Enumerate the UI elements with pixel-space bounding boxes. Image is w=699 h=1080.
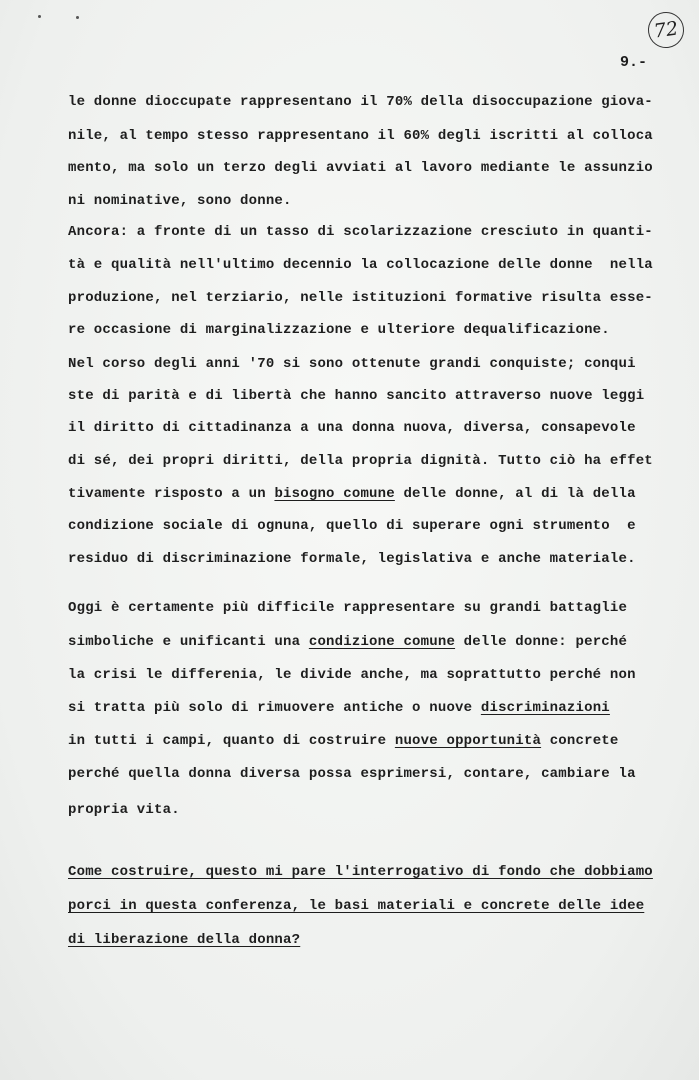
text-line bbox=[68, 864, 653, 880]
folio-stamp: 72 bbox=[646, 10, 687, 51]
text-line: le donne dioccupate rappresentano il 70% della disoccupazione giova- bbox=[68, 94, 653, 110]
text-line: di sé, dei propri diritti, della propria dignità. Tutto ciò ha effet bbox=[68, 453, 653, 469]
text-line: perché quella donna diversa possa esprimersi, contare, cambiare la bbox=[68, 766, 636, 782]
text-line: ni nominative, sono donne. bbox=[68, 193, 292, 209]
text-line: re occasione di marginalizzazione e ulteriore dequalificazione. bbox=[68, 322, 610, 338]
text-line: tà e qualità nell'ultimo decennio la collocazione delle donne nella bbox=[68, 257, 653, 273]
ink-speck bbox=[76, 16, 79, 19]
text-line bbox=[68, 898, 644, 914]
text-line: mento, ma solo un terzo degli avviati al lavoro mediante le assunzio bbox=[68, 160, 653, 176]
text-line: in tutti i campi, quanto di costruire nuove opportunità concrete bbox=[68, 733, 619, 749]
underlined-phrase: Come costruire, questo mi pare l'interrogativo di fondo che dobbiamo bbox=[68, 864, 653, 880]
underlined-phrase: discriminazioni bbox=[480, 700, 610, 716]
text-line: nile, al tempo stesso rappresentano il 60% degli iscritti al colloca bbox=[68, 128, 653, 144]
text-line: ste di parità e di libertà che hanno sancito attraverso nuove leggi bbox=[68, 388, 645, 404]
text-line: tivamente risposto a un bisogno comune delle donne, al di là della bbox=[68, 486, 636, 502]
underlined-phrase: nuove opportunità bbox=[394, 733, 542, 749]
underlined-phrase: condizione comune bbox=[308, 634, 456, 650]
text-line: Ancora: a fronte di un tasso di scolarizzazione cresciuto in quanti- bbox=[68, 224, 653, 240]
text-line bbox=[68, 932, 300, 948]
underlined-phrase: porci in questa conferenza, le basi materiali e concrete delle idee bbox=[68, 898, 645, 914]
text-line: produzione, nel terziario, nelle istituzioni formative risulta esse- bbox=[68, 290, 653, 306]
text-line: Nel corso degli anni '70 si sono ottenute grandi conquiste; conqui bbox=[68, 356, 636, 372]
underlined-phrase: bisogno comune bbox=[274, 486, 395, 502]
text-line: si tratta più solo di rimuovere antiche o nuove discriminazioni bbox=[68, 700, 610, 716]
text-line: simboliche e unificanti una condizione comune delle donne: perché bbox=[68, 634, 628, 650]
text-line: condizione sociale di ognuna, quello di superare ogni strumento e bbox=[68, 518, 636, 534]
text-line: propria vita. bbox=[68, 802, 180, 818]
underlined-phrase: di liberazione della donna? bbox=[68, 932, 301, 948]
page-number: 9.- bbox=[620, 54, 648, 71]
text-line: residuo di discriminazione formale, legislativa e anche materiale. bbox=[68, 551, 636, 567]
ink-speck bbox=[38, 15, 41, 18]
text-line: Oggi è certamente più difficile rappresentare su grandi battaglie bbox=[68, 600, 628, 616]
text-line: il diritto di cittadinanza a una donna nuova, diversa, consapevole bbox=[68, 420, 636, 436]
text-line: la crisi le differenia, le divide anche, ma soprattutto perché non bbox=[68, 667, 636, 683]
